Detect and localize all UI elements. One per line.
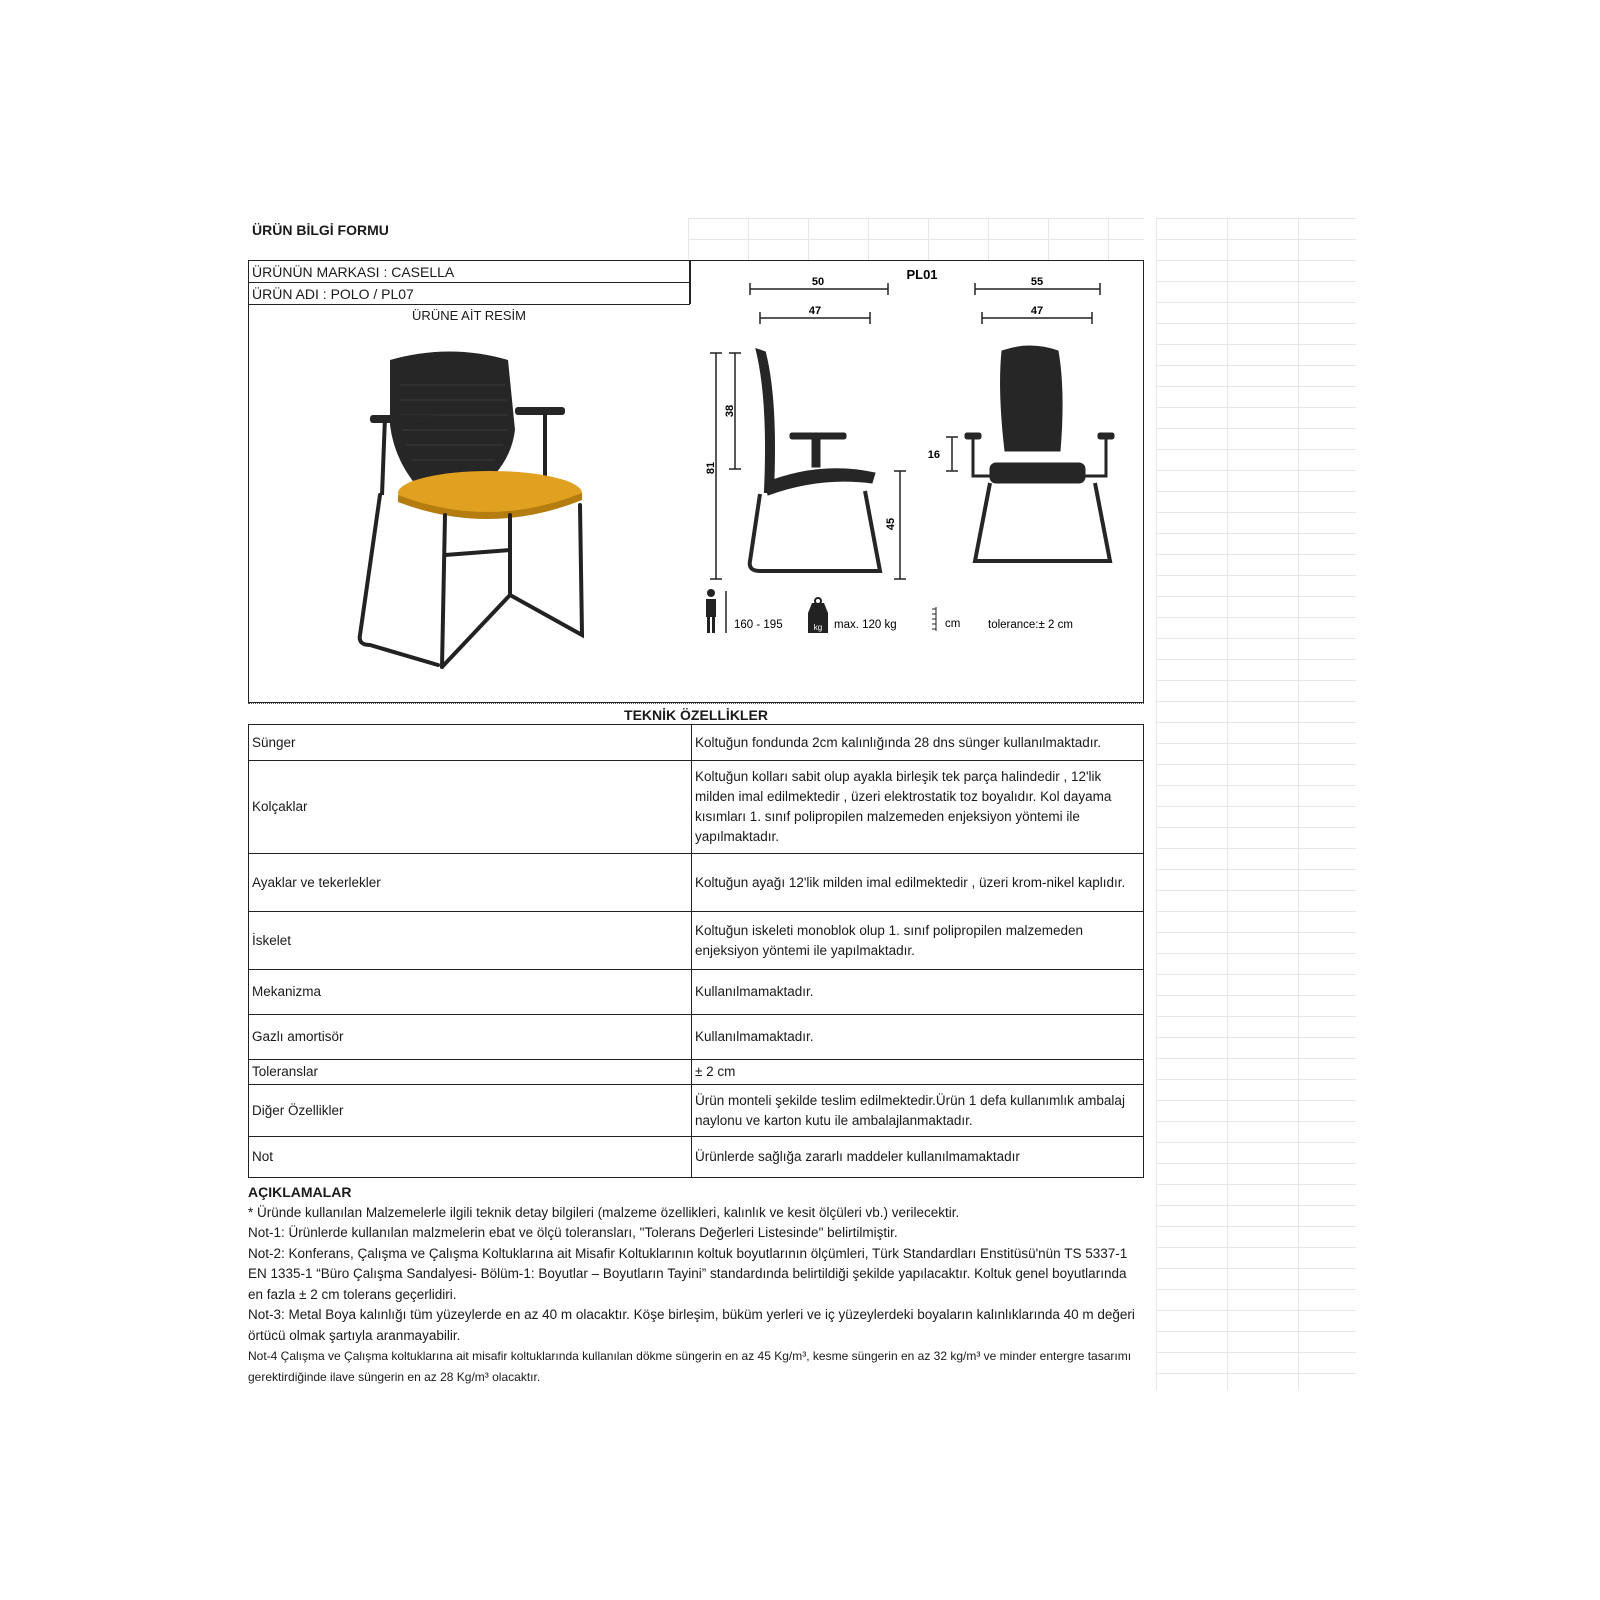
tolerance: tolerance:± 2 cm — [988, 619, 1073, 631]
person-icon — [706, 589, 726, 633]
spec-value: Kullanılmamaktadır. — [692, 970, 1144, 1015]
table-row — [249, 912, 1144, 970]
spec-key: Kolçaklar — [249, 761, 692, 854]
spec-value: Koltuğun kolları sabit olup ayakla birleşik tek parça halindedir , 12'lik milden imal edilmektedir , üzeri elektrostatik toz boyalıdır. Kol dayama kısımları 1. sınıf polipropilen malzemeden enjeksiyon yöntemi ile yapılmaktadır. — [692, 761, 1144, 854]
unit-cm: cm — [945, 618, 961, 630]
spec-value: Ürün monteli şekilde teslim edilmektedir.Ürün 1 defa kullanımlık ambalaj naylonu ve karton kutu ile ambalajlanmaktadır. — [692, 1085, 1144, 1137]
table-row — [249, 761, 1144, 854]
spec-key: Diğer Özellikler — [249, 1085, 692, 1137]
image-label: ÜRÜNE AİT RESİM — [412, 308, 526, 323]
table-row — [249, 1015, 1144, 1060]
form-title: ÜRÜN BİLGİ FORMU — [252, 222, 389, 238]
spec-key: İskelet — [249, 912, 692, 970]
ruler-icon — [932, 607, 936, 631]
spreadsheet-grid-top — [688, 218, 1144, 260]
spec-table — [248, 724, 1144, 1178]
model-code: PL01 — [906, 267, 938, 282]
note-item: Not-4 Çalışma ve Çalışma koltuklarına ait misafir koltuklarında kullanılan dökme süngerin en az 45 Kg/m³, kesme süngerin en az 32 kg/m³ ve minder entergre tasarımı gerektirdiğinde ilave süngerin en az 28 Kg/m³ olacaktır. — [248, 1349, 1132, 1384]
table-row — [249, 1137, 1144, 1178]
dim-seat-height: 45 — [885, 517, 897, 531]
chair-leg-front — [442, 515, 445, 667]
spec-key: Sünger — [249, 725, 692, 761]
max-weight: max. 120 kg — [834, 619, 897, 631]
spec-value: Ürünlerde sağlığa zararlı maddeler kullanılmamaktadır — [692, 1137, 1144, 1178]
dim-front-inner: 47 — [1030, 305, 1044, 317]
spec-value: Koltuğun ayağı 12'lik milden imal edilmektedir , üzeri krom-nikel kaplıdır. — [692, 854, 1144, 912]
chair-leg-right — [510, 505, 582, 635]
spec-key: Ayaklar ve tekerlekler — [249, 854, 692, 912]
spec-key: Toleranslar — [249, 1060, 692, 1085]
tech-specs-title: TEKNİK ÖZELLİKLER — [248, 703, 1144, 725]
note-item: Not-2: Konferans, Çalışma ve Çalışma Koltuklarına ait Misafir Koltuklarının koltuk boyutlarının ölçümleri, Türk Standardları Enstitüsü'nün TS 5337-1 EN 1335-1 “Büro Çalışma Sandalyesi- Bölüm-1: Boyutlar – Boyutların Tayini” standardında belirtildiği şekilde yapılacaktır. Koltuk genel boyutlarında en fazla ± 2 cm tolerans geçerlidiri. — [248, 1245, 1128, 1302]
dim-side-outer: 50 — [811, 276, 825, 288]
dim-side-inner: 47 — [808, 305, 822, 317]
spec-value: ± 2 cm — [692, 1060, 1144, 1085]
product-name-cell: ÜRÜN ADI : POLO / PL07 — [248, 283, 690, 305]
brand-cell: ÜRÜNÜN MARKASI : CASELLA — [248, 261, 690, 283]
table-row — [249, 970, 1144, 1015]
dimension-diagram — [690, 261, 1144, 703]
note-item: Not-1: Ürünlerde kullanılan malzmelerin ebat ve ölçü toleransları, "Tolerans Değerleri Listesinde" belirtilmiştir. — [248, 1225, 898, 1240]
dim-arm-height: 16 — [927, 449, 940, 461]
table-row — [249, 1085, 1144, 1137]
weight-icon-label: kg — [813, 623, 823, 632]
spec-key: Not — [249, 1137, 692, 1178]
note-item: * Üründe kullanılan Malzemelerle ilgili teknik detay bilgileri (malzeme özellikleri, kalınlık ve kesit ölçüleri vb.) verilecektir. — [248, 1204, 960, 1220]
chair-armrest-right — [515, 407, 565, 415]
table-row — [249, 1060, 1144, 1085]
dim-back-height: 38 — [724, 404, 736, 418]
spec-key: Mekanizma — [249, 970, 692, 1015]
notes-title: AÇIKLAMALAR — [248, 1184, 352, 1200]
chair-crossbar — [445, 550, 510, 555]
spec-value: Koltuğun iskeleti monoblok olup 1. sınıf polipropilen malzemeden enjeksiyon yöntemi ile yapılmaktadır. — [692, 912, 1144, 970]
spec-value: Koltuğun fondunda 2cm kalınlığında 28 dns sünger kullanılmaktadır. — [692, 725, 1144, 761]
note-item: Not-3: Metal Boya kalınlığı tüm yüzeylerde en az 40 m olacaktır. Köşe birleşim, büküm yerleri ve iç yüzeylerdeki boyaların kalınlıklarında 40 m değeri örtücü olmak şartıyla aranmayabilir. — [248, 1307, 1135, 1343]
side-view-chair — [750, 351, 880, 571]
chair-leg-left — [360, 495, 438, 665]
dim-front-outer: 55 — [1030, 276, 1044, 288]
spreadsheet-grid — [1156, 218, 1356, 1390]
table-row — [249, 725, 1144, 761]
table-row — [249, 854, 1144, 912]
dim-total-height: 81 — [705, 461, 717, 475]
front-view-chair — [965, 346, 1114, 561]
spec-key: Gazlı amortisör — [249, 1015, 692, 1060]
spec-value: Kullanılmamaktadır. — [692, 1015, 1144, 1060]
chair-photo — [350, 345, 610, 690]
notes-section — [248, 1182, 1144, 1387]
user-height-range: 160 - 195 — [734, 619, 783, 631]
